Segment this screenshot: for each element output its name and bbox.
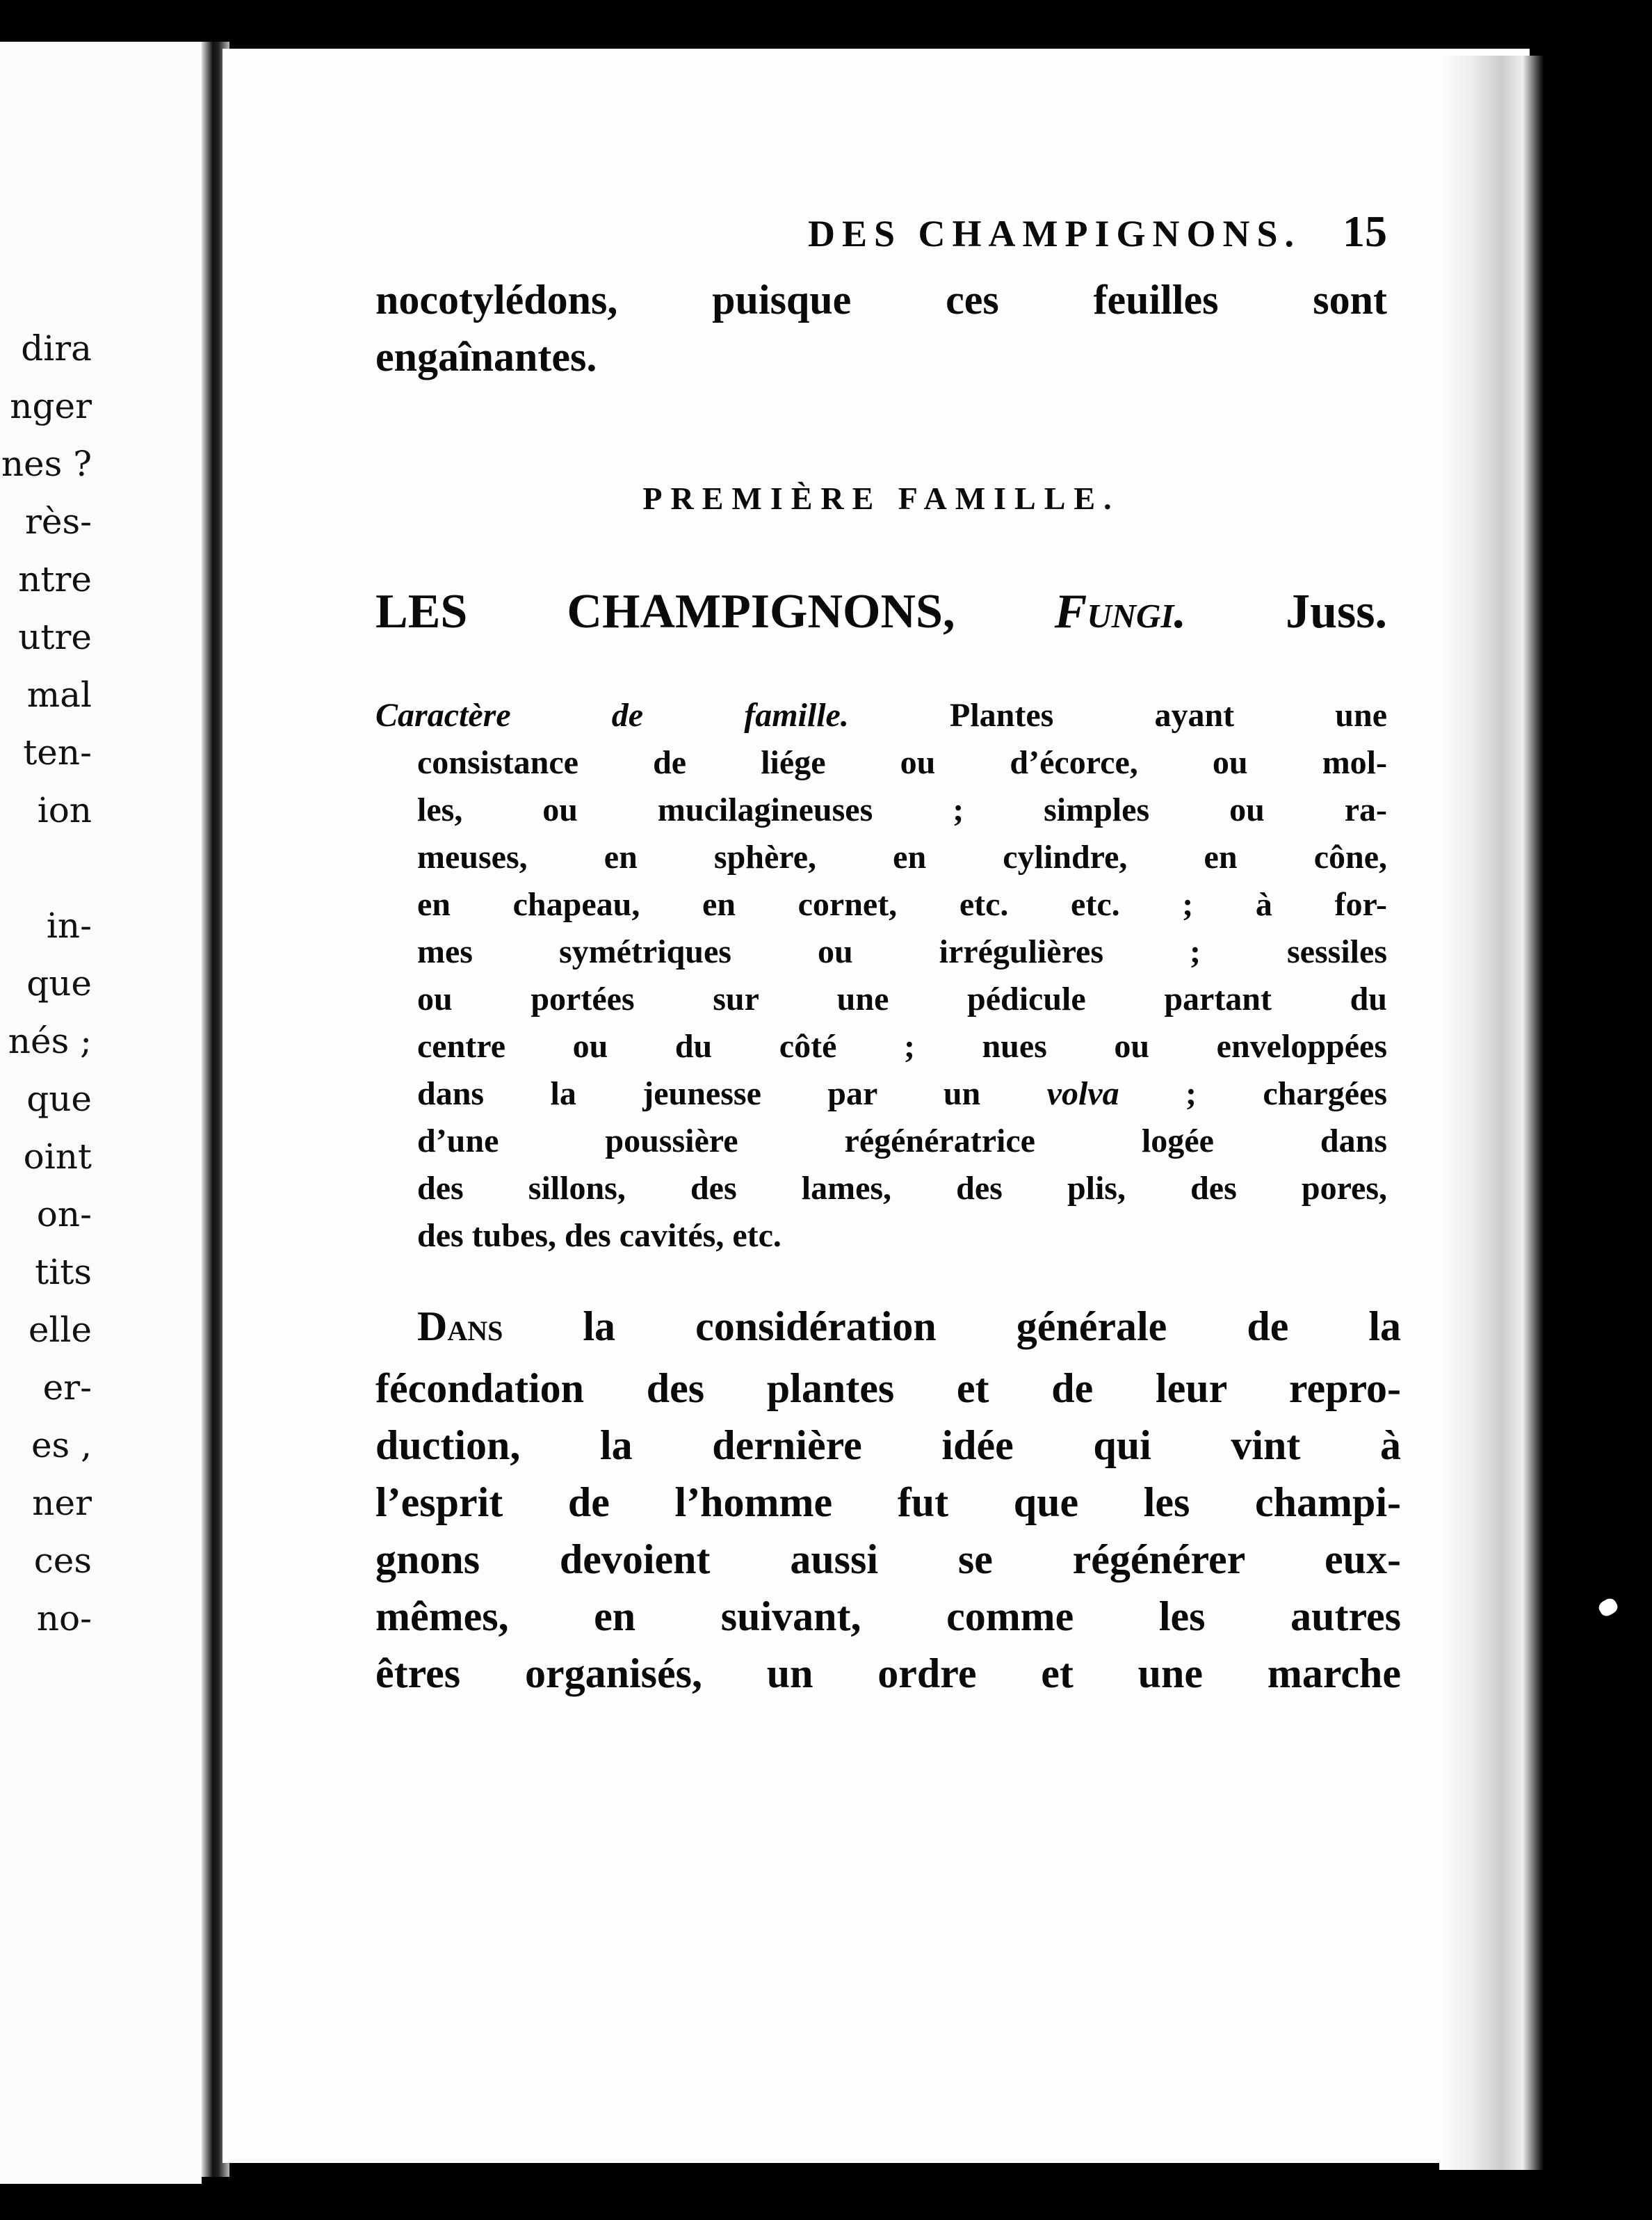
text-line: fécondation des plantes et de leur repro- <box>375 1365 1401 1411</box>
left-line: elle <box>28 1310 92 1350</box>
right-page <box>222 49 1530 2163</box>
text-span: Plantes ayant une <box>950 697 1388 734</box>
left-line: oint <box>23 1136 92 1177</box>
text-line: d’une poussière régénératrice logée dans <box>417 1123 1387 1159</box>
left-line: ces <box>33 1541 92 1581</box>
text-line: mêmes, en suivant, comme les autres <box>375 1593 1401 1639</box>
left-line: ion <box>37 790 92 830</box>
left-line: ntre <box>18 559 92 600</box>
text-line: en chapeau, en cornet, etc. etc. ; à for- <box>417 886 1387 923</box>
left-line: es , <box>31 1425 92 1465</box>
text-span: dans la jeunesse par un <box>417 1075 981 1112</box>
small-caps-word: ANS <box>447 1315 503 1346</box>
left-line: mal <box>26 675 92 715</box>
text-line: duction, la dernière idée qui vint à <box>375 1422 1401 1468</box>
text-line: centre ou du côté ; nues ou enveloppées <box>417 1028 1387 1065</box>
text-line <box>375 1298 1401 1360</box>
text-span: ; chargées <box>1185 1075 1388 1112</box>
left-line: que <box>26 963 92 1004</box>
text-line: des tubes, des cavités, etc. <box>417 1217 782 1254</box>
volva-word: volva <box>1046 1075 1119 1112</box>
left-line: ner <box>32 1483 92 1523</box>
left-line: ten- <box>23 732 92 773</box>
left-line: nes ? <box>1 444 92 484</box>
left-page-text <box>0 320 202 1648</box>
family-latin-name: Fungi. <box>1054 585 1186 638</box>
left-line: utre <box>18 617 92 657</box>
page-number: 15 <box>1343 207 1387 256</box>
family-character <box>375 692 1387 1260</box>
text-line <box>375 1070 1387 1118</box>
family-author: Juss. <box>1286 585 1387 638</box>
left-line: nés ; <box>8 1021 92 1061</box>
left-line: que <box>26 1079 92 1119</box>
text-line: nocotylédons, puisque ces feuilles sont <box>375 277 1387 323</box>
text-line: des sillons, des lames, des plis, des pores, <box>417 1170 1387 1207</box>
page-edge <box>1439 56 1544 2170</box>
text-line <box>375 692 1387 739</box>
text-line: êtres organisés, un ordre et une marche <box>375 1650 1401 1696</box>
running-title: DES CHAMPIGNONS. <box>807 213 1301 255</box>
left-line: tits <box>35 1252 92 1292</box>
running-head <box>375 206 1387 257</box>
family-heading: PREMIÈRE FAMILLE. <box>642 481 1120 516</box>
text-line: gnons devoient aussi se régénérer eux- <box>375 1536 1401 1582</box>
left-line <box>0 839 202 897</box>
left-line: dira <box>21 328 92 369</box>
drop-initial: D <box>417 1303 448 1349</box>
body-paragraph <box>375 1298 1401 1702</box>
left-line: nger <box>10 386 92 426</box>
scan-speck <box>1596 1596 1620 1618</box>
character-label: Caractère de famille. <box>375 697 849 734</box>
left-page <box>0 42 202 2184</box>
text-span: la considération générale de la <box>583 1303 1402 1349</box>
text-line: mes symétriques ou irrégulières ; sessiles <box>417 933 1387 970</box>
left-line: no- <box>36 1598 92 1639</box>
text-line: consistance de liége ou d’écorce, ou mol- <box>417 744 1387 781</box>
left-line: in- <box>46 906 92 946</box>
text-line: meuses, en sphère, en cylindre, en cône, <box>417 839 1387 876</box>
left-line: on- <box>36 1194 92 1234</box>
text-line: les, ou mucilagineuses ; simples ou ra- <box>417 791 1387 828</box>
text-line: l’esprit de l’homme fut que les champi- <box>375 1479 1401 1525</box>
family-name: LES CHAMPIGNONS, <box>375 585 955 638</box>
text-line: engaînantes. <box>375 334 597 380</box>
text-line: ou portées sur une pédicule partant du <box>417 981 1387 1018</box>
family-title <box>375 584 1387 640</box>
left-line: rès- <box>24 501 92 542</box>
continuation-paragraph <box>375 271 1387 385</box>
left-line: er- <box>42 1367 92 1408</box>
